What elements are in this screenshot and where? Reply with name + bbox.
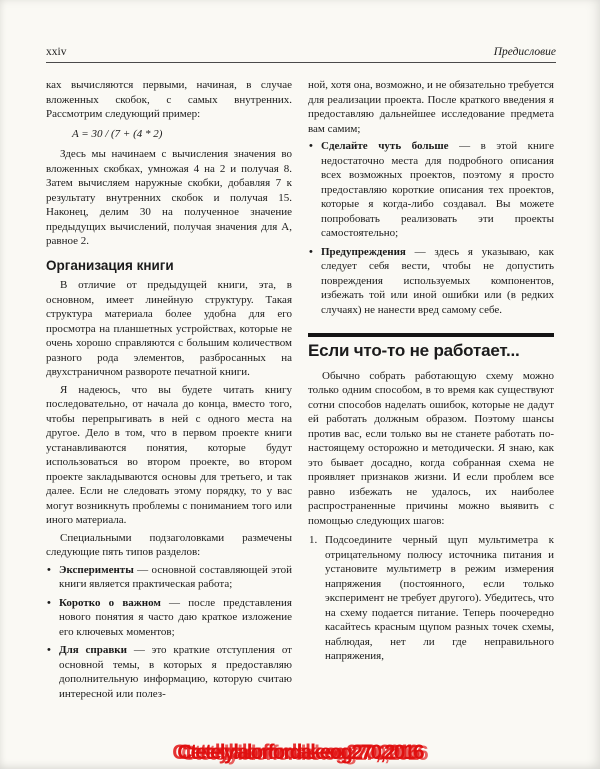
bullet-icon: •	[309, 140, 313, 152]
bullet-term: Сделайте чуть больше	[321, 140, 449, 152]
paragraph: В отличие от предыдущей книги, эта, в основном, имеет линейную структуру. Такая структура материала более удобна для его просмотра на планшетных устройствах, которые не очень хорошо справляются с большим количеством разного рода элементов, разбросанных на двухстраничном развороте печатной книги.	[46, 279, 292, 378]
page-header	[46, 46, 556, 63]
bullet-text: — это краткие отступления от основной темы, в которых я предоставляю дополнительную информацию, которую считаю интересной или полез-	[59, 644, 292, 700]
left-column	[46, 78, 292, 705]
bullet-text: — здесь я указываю, как следует себя вести, чтобы не допустить повреждения используемых компонентов, избежать той или иной ошибки или (в редких случаях) не нанести вред самому себе.	[321, 245, 554, 316]
bullet-item	[308, 245, 554, 318]
running-head: Предисловие	[493, 46, 556, 58]
bullet-text: — основной составляющей этой книги является практическая работа;	[59, 563, 292, 590]
text-columns	[46, 78, 556, 705]
paragraph: ной, хотя она, возможно, и не обязательно требуется для реализации проекта. После краткого введения я предоставляю дальнейшее исследование предмета вам самим;	[308, 79, 554, 135]
bullet-item	[308, 139, 554, 241]
bullet-item	[46, 563, 292, 592]
bullet-term: Эксперименты	[59, 563, 134, 576]
page-number: xxiv	[46, 46, 67, 58]
bullet-term: Для справки	[59, 644, 127, 656]
right-column	[308, 78, 554, 705]
bullet-item	[46, 596, 292, 640]
paragraph: Здесь мы начинаем с вычисления значения во вложенных скобках, умножая 4 на 2 и получая 8. Затем вычисляем наружные скобки, добавляя 7 к результату внутренних скобок и получая 15. Наконец, делим 30 на полученное значение предыдущих вычислений, получая значения для A, равное 2.	[46, 148, 292, 247]
bullet-term: Предупреждения	[321, 245, 406, 258]
bullet-icon: •	[309, 245, 313, 258]
bullet-term: Коротко о важном	[59, 596, 161, 609]
numbered-item	[308, 533, 554, 664]
bullet-icon: •	[47, 644, 51, 656]
bullet-text: — в этой книге недостаточно места для подробного описания всех возможных проектов, поэтому я просто предоставляю короткие описания тех проектов, которые я когда-либо создавал. Вы можете попробовать реализовать эти проекты самостоятельно;	[321, 140, 554, 239]
bullet-icon: •	[47, 596, 51, 609]
item-text: Подсоедините черный щуп мультиметра к отрицательному полюсу источника питания и установите мультиметр в режим измерения напряжения (постоянного, если только эксперимент не требует другого). Убедитесь, что на схему подается питание. Теперь поочередно касайтесь красным щупом разных точек схемы, наблюдая, нет ли где неправильного напряжения,	[325, 534, 554, 662]
watermark-stamp: Ctetelylalorfordakeog270,2016	[177, 741, 423, 764]
bullet-item	[46, 643, 292, 701]
paragraph: ках вычисляются первыми, начиная, в случае вложенных скобок, с самых внутренних. Рассмотрим следующий пример:	[46, 79, 292, 120]
chapter-heading-block	[308, 333, 554, 359]
chapter-heading: Если что-то не работает...	[308, 341, 520, 360]
bullet-text: — после представления нового понятия я часто даю краткое изложение его ключевых моментов;	[59, 596, 292, 638]
item-number: 1.	[309, 534, 318, 546]
code-example: A = 30 / (7 + (4 * 2)	[72, 127, 163, 140]
heading-rule	[308, 333, 554, 337]
section-heading: Организация книги	[46, 257, 174, 273]
paragraph: Я надеюсь, что вы будете читать книгу последовательно, от начала до конца, вместо того, чтобы перепрыгивать в ней с одного места на другое. Дело в том, что в первом проекте книги устанавливаются понятия, которые будут использоваться во втором проекте, во втором проекте закладываются основы для третьего, и так далее. Если не следовать этому порядку, то у вас могут возникнуть проблемы с пониманием того или иного материала.	[46, 383, 292, 526]
paragraph: Обычно собрать работающую схему можно только одним способом, в то время как существуют сотни способов наделать ошибок, которые не дадут ей работать должным образом. Поэтому шансы против вас, если только вы не станете работать по-настоящему осторожно и методически. Я знаю, как это бывает досадно, когда собранная схема не проявляет признаков жизни. И если проблем все равно избежать не удалось, их наиболее распространенные причины можно выявить с помощью следующих шагов:	[308, 369, 554, 527]
bullet-icon: •	[47, 563, 51, 576]
paragraph: Специальными подзаголовками размечены следующие пять типов разделов:	[46, 531, 292, 558]
